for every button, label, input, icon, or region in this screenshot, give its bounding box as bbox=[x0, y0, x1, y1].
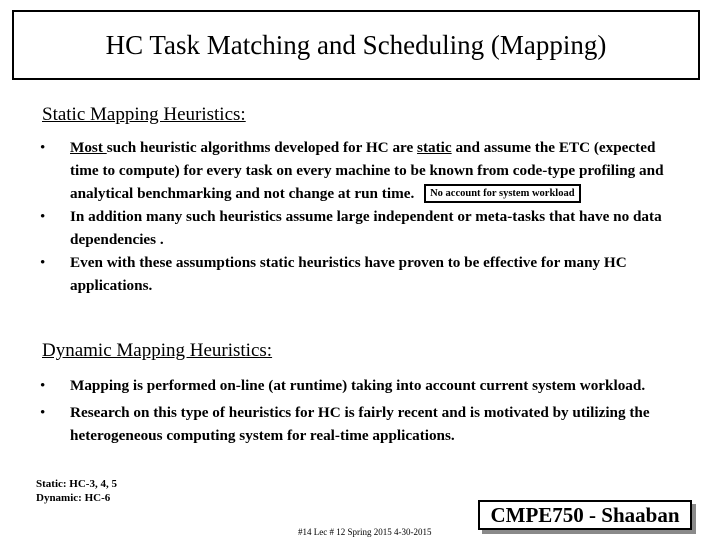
static-reference: Static: HC-3, 4, 5 bbox=[36, 478, 117, 490]
static-bullet-3 bbox=[40, 251, 680, 297]
bullet-icon: • bbox=[40, 139, 46, 156]
bullet-text-part-a: such heuristic algorithms developed for HC are bbox=[106, 139, 418, 156]
bullet-icon: • bbox=[40, 377, 46, 394]
bullet-text-part-b: and assume the ETC (expected time to compute) for every task on every machine to be known from code-type profiling and analytical benchmarking and not change at run time. bbox=[70, 139, 664, 202]
static-bullet-list bbox=[40, 136, 680, 297]
course-brand-box: CMPE750 - Shaaban bbox=[478, 500, 692, 530]
bullet-icon: • bbox=[40, 404, 46, 421]
bullet-text: In addition many such heuristics assume large independent or meta-tasks that have no data dependencies . bbox=[70, 208, 662, 248]
static-bullet-1 bbox=[40, 136, 680, 205]
bullet-icon: • bbox=[40, 208, 46, 225]
dynamic-reference: Dynamic: HC-6 bbox=[36, 492, 111, 504]
static-keyword: static bbox=[417, 139, 452, 156]
reference-notes bbox=[36, 477, 117, 505]
static-bullet-2 bbox=[40, 205, 680, 251]
bullet-text: Even with these assumptions static heuristics have proven to be effective for many HC applications. bbox=[70, 254, 627, 294]
dynamic-heading: Dynamic Mapping Heuristics: bbox=[42, 340, 273, 361]
workload-callout: No account for system workload bbox=[424, 184, 580, 203]
bullet-text: Research on this type of heuristics for HC is fairly recent and is motivated by utilizing the heterogeneous computing system for real-time applications. bbox=[70, 404, 650, 444]
bullet-text: Mapping is performed on-line (at runtime) taking into account current system workload. bbox=[70, 377, 646, 394]
dynamic-bullet-2 bbox=[40, 401, 680, 447]
lead-word: Most bbox=[70, 139, 107, 156]
slide-title: HC Task Matching and Scheduling (Mapping) bbox=[12, 10, 700, 80]
dynamic-bullet-list bbox=[40, 374, 680, 447]
dynamic-bullet-1 bbox=[40, 374, 680, 397]
slide-footer: #14 Lec # 12 Spring 2015 4-30-2015 bbox=[298, 527, 432, 537]
bullet-icon: • bbox=[40, 254, 46, 271]
static-heading: Static Mapping Heuristics: bbox=[42, 104, 246, 125]
